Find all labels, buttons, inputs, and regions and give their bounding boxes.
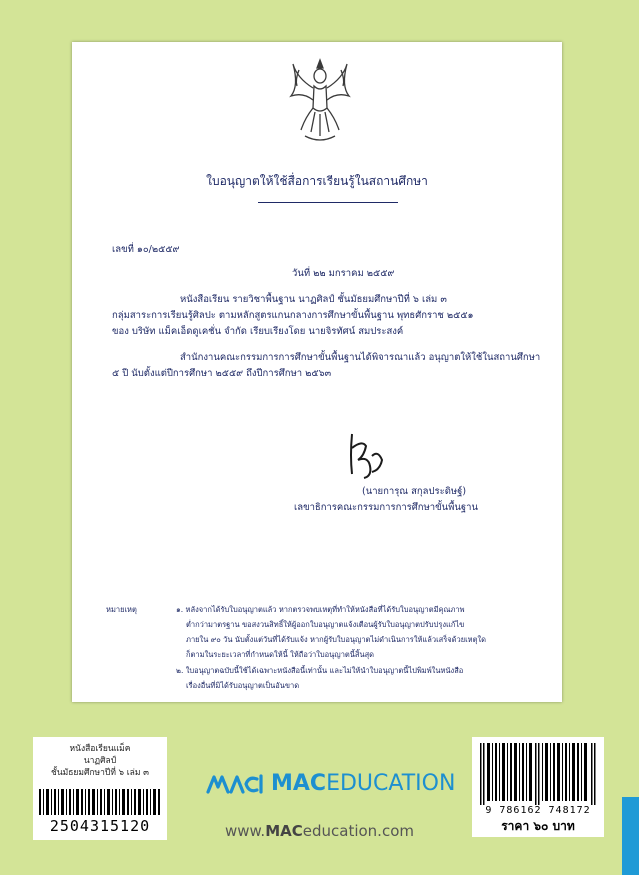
website-prefix: www.	[225, 822, 266, 840]
body-line: กลุ่มสาระการเรียนรู้ศิลปะ ตามหลักสูตรแกนกลางการศึกษาขั้นพื้นฐาน พุทธศักราช ๒๕๕๑	[112, 310, 474, 321]
title-underline	[258, 202, 398, 203]
garuda-emblem-icon	[287, 56, 353, 148]
document-title: ใบอนุญาตให้ใช้สื่อการเรียนรู้ในสถานศึกษา	[206, 174, 428, 188]
logo-bold-text: MAC	[271, 771, 327, 796]
book-price: ราคา ๖๐ บาท	[501, 819, 575, 833]
sticker-line: นาฏศิลป์	[83, 756, 117, 766]
note-line: ๒. ใบอนุญาตฉบับนี้ใช้ได้เฉพาะหนังสือนี้เท่านั้น และไม่ให้นำใบอนุญาตนี้ไปพิมพ์ในหนังสือ	[176, 666, 464, 675]
website-bold: MAC	[265, 822, 303, 840]
license-document	[72, 42, 562, 702]
signer-title: เลขาธิการคณะกรรมการการศึกษาขั้นพื้นฐาน	[294, 502, 478, 513]
isbn-barcode	[472, 737, 604, 837]
note-line: เรื่องอื่นที่มิได้รับอนุญาตเป็นอันขาด	[186, 681, 300, 690]
mac-logo-icon	[205, 773, 265, 795]
note-line: ต่ำกว่ามาตรฐาน ขอสงวนสิทธิ์ให้ผู้ออกใบอนุญาตแจ้งเตือนผู้รับใบอนุญาตปรับปรุงแก้ไข	[186, 620, 465, 629]
edge-color-tab	[622, 797, 639, 875]
document-number: เลขที่ ๑๐/๒๕๕๙	[112, 244, 180, 255]
signature-icon	[342, 426, 388, 482]
signer-name: (นายการุณ สกุลประดิษฐ์)	[362, 486, 467, 497]
note-line: ภายใน ๙๐ วัน นับตั้งแต่วันที่ได้รับแจ้ง หากผู้รับใบอนุญาตไม่ดำเนินการให้แล้วเสร็จด้วยเหตุใด	[186, 635, 487, 644]
body-line: หนังสือเรียน รายวิชาพื้นฐาน นาฏศิลป์ ชั้นมัธยมศึกษาปีที่ ๖ เล่ม ๓	[180, 294, 447, 305]
sticker-line: หนังสือเรียนแม็ค	[69, 744, 131, 754]
document-date: วันที่ ๒๒ มกราคม ๒๕๕๙	[292, 268, 395, 279]
sticker-code: 2504315120	[49, 817, 151, 835]
sticker-barcode-icon	[39, 789, 161, 815]
website-suffix: education.com	[302, 822, 414, 840]
body-line: สำนักงานคณะกรรมการการศึกษาขั้นพื้นฐานได้พิจารณาแล้ว อนุญาตให้ใช้ในสถานศึกษา	[180, 352, 541, 363]
body-line: ของ บริษัท แม็คเอ็ดดูเคชั่น จำกัด เรียบเรียงโดย นายจิรทัศน์ สมประสงค์	[112, 326, 404, 337]
note-line: ๑. หลังจากได้รับใบอนุญาตแล้ว หากตรวจพบเหตุที่ทำให้หนังสือที่ได้รับใบอนุญาตมีคุณภาพ	[176, 605, 465, 614]
logo-rest-text: EDUCATION	[326, 771, 456, 796]
body-line: ๕ ปี นับตั้งแต่ปีการศึกษา ๒๕๕๙ ถึงปีการศึกษา ๒๕๖๓	[112, 368, 332, 379]
isbn-barcode-icon	[480, 743, 596, 805]
sticker-line: ชั้นมัธยมศึกษาปีที่ ๖ เล่ม ๓	[51, 768, 149, 778]
note-line: ก็ตามในระยะเวลาที่กำหนดให้นี้ ให้ถือว่าใบอนุญาตนี้สิ้นสุด	[186, 650, 375, 659]
logo-wordmark	[271, 771, 455, 796]
isbn-digits: 9 786162 748172	[485, 805, 591, 816]
notes-label: หมายเหตุ	[106, 605, 137, 614]
